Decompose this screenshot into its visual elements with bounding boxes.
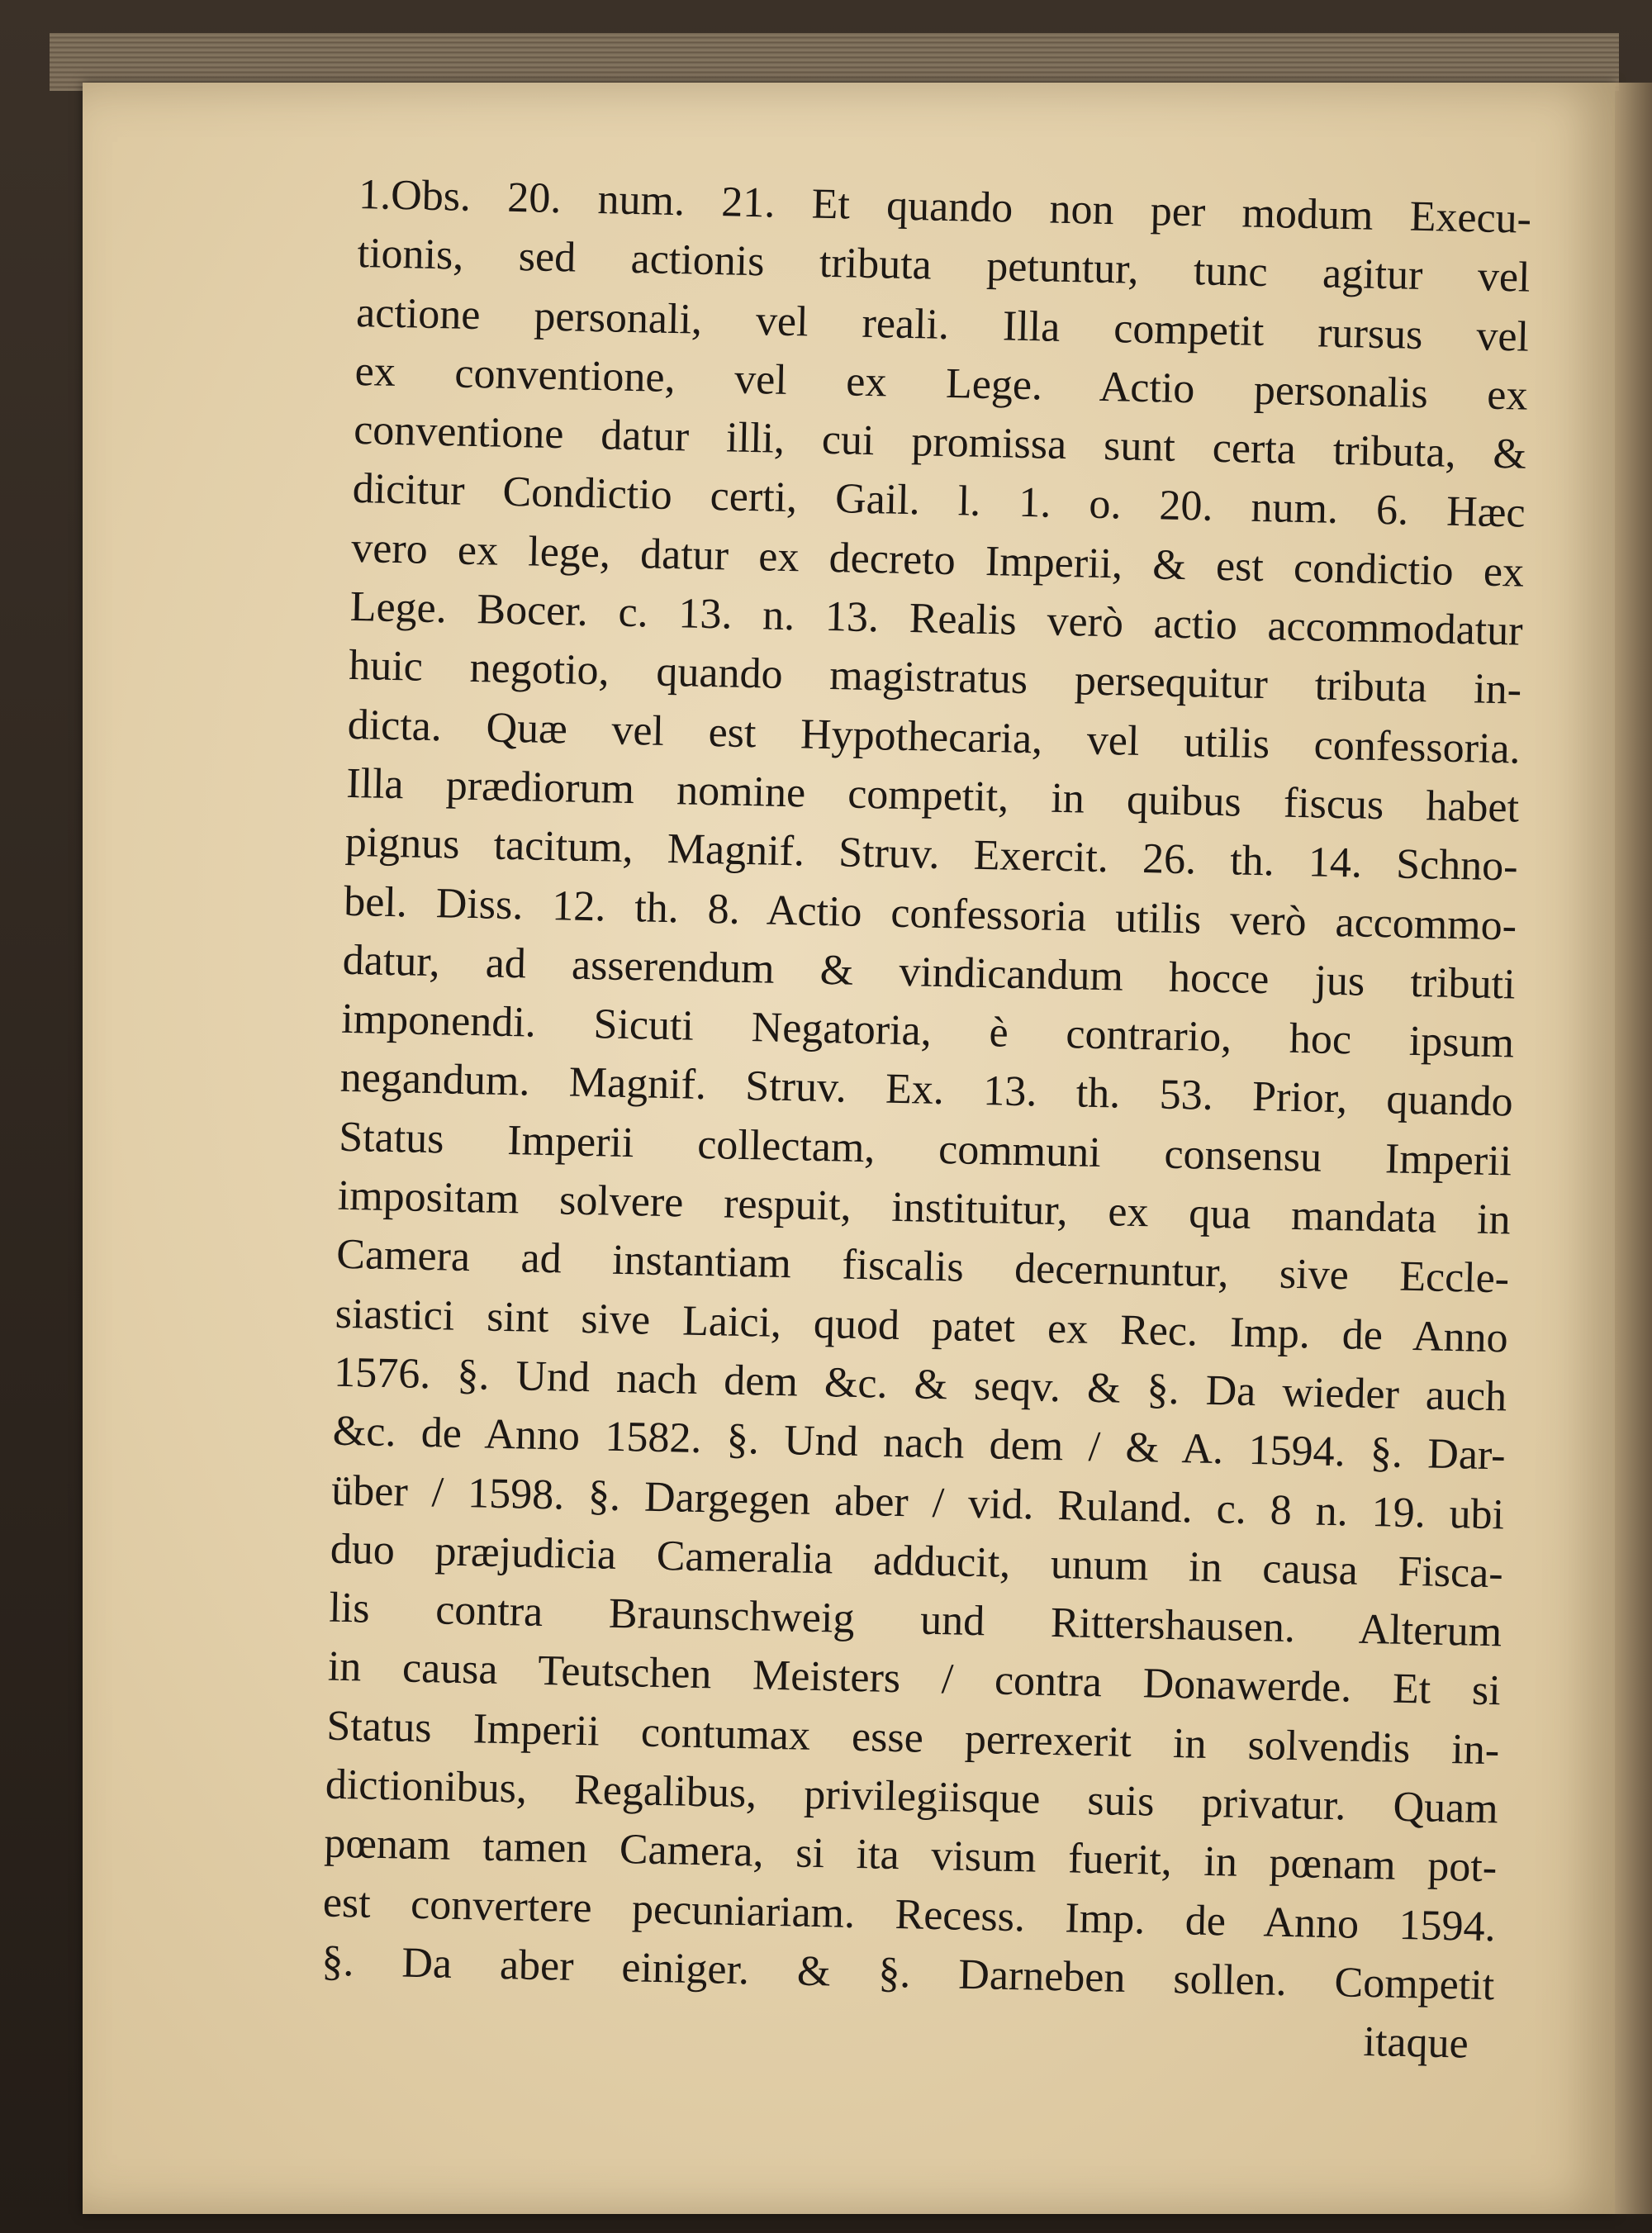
text-line: dicitur Condictio certi, Gail. l. 1. o. 20. num. 6. Hæc (352, 465, 1526, 538)
text-line: conventione datur illi, cui promissa sunt certa tributa, & (353, 406, 1527, 478)
catchword: itaque (1363, 2018, 1469, 2068)
text-line: datur, ad asserendum & vindicandum hocce jus tributi (342, 936, 1517, 1009)
text-line: Camera ad instantiam fiscalis decernuntur, sive Eccle- (335, 1231, 1510, 1303)
text-line: pignus tacitum, Magnif. Struv. Exercit. 26. th. 14. Schno- (344, 819, 1519, 891)
text-line: dictionibus, Regalibus, privilegiisque suis privatur. Quam (325, 1760, 1499, 1833)
text-line: Status Imperii contumax esse perrexerit in solvendis in- (325, 1702, 1500, 1775)
text-line: siastici sint sive Laici, quod patet ex Rec. Imp. de Anno (335, 1290, 1509, 1362)
text-line: huic negotio, quando magistratus persequitur tributa in- (348, 642, 1522, 714)
page-gutter (1615, 83, 1652, 2214)
text-line: lis contra Braunschweig und Rittershausen. Alterum (328, 1584, 1502, 1656)
text-line: pœnam tamen Camera, si ita visum fuerit, in pœnam pot- (323, 1819, 1498, 1892)
text-line: in causa Teutschen Meisters / contra Donawerde. Et si (327, 1643, 1502, 1715)
text-line: über / 1598. §. Dargegen aber / vid. Ruland. c. 8 n. 19. ubi (330, 1466, 1505, 1538)
text-line: 1576. §. Und nach dem &c. & seqv. & §. Da wieder auch (333, 1348, 1507, 1421)
text-line: Lege. Bocer. c. 13. n. 13. Realis verò actio accommodatur (349, 582, 1524, 655)
text-line: tionis, sed actionis tributa petuntur, tunc agitur vel (357, 230, 1531, 302)
text-line: ex conventione, vel ex Lege. Actio personalis ex (354, 347, 1529, 420)
text-line: dicta. Quæ vel est Hypothecaria, vel utilis confessoria. (347, 701, 1521, 773)
page-text (320, 165, 1531, 2074)
text-line: actione personali, vel reali. Illa competit rursus vel (355, 288, 1530, 361)
text-line: imponendi. Sicuti Negatoria, è contrario, hoc ipsum (340, 995, 1515, 1067)
text-line: §. Da aber einiger. & §. Darneben sollen. Competit (320, 1937, 1495, 2010)
text-line: 1.Obs. 20. num. 21. Et quando non per modum Execu- (358, 170, 1532, 243)
text-line: bel. Diss. 12. th. 8. Actio confessoria utilis verò accommo- (343, 877, 1517, 950)
text-line: duo præjudicia Cameralia adducit, unum in causa Fisca- (330, 1525, 1504, 1598)
text-line: Illa prædiorum nomine competit, in quibus fiscus habet (345, 759, 1520, 832)
text-line: vero ex lege, datur ex decreto Imperii, & est condictio ex (350, 524, 1525, 596)
text-line: impositam solvere respuit, instituitur, ex qua mandata in (337, 1171, 1512, 1244)
text-line: Status Imperii collectam, communi consensu Imperii (338, 1113, 1512, 1185)
text-line: negandum. Magnif. Struv. Ex. 13. th. 53. Prior, quando (339, 1054, 1514, 1126)
text-line: &c. de Anno 1582. §. Und nach dem / & A. 1594. §. Dar- (332, 1407, 1507, 1480)
text-line: est convertere pecuniariam. Recess. Imp. de Anno 1594. (322, 1879, 1497, 1950)
